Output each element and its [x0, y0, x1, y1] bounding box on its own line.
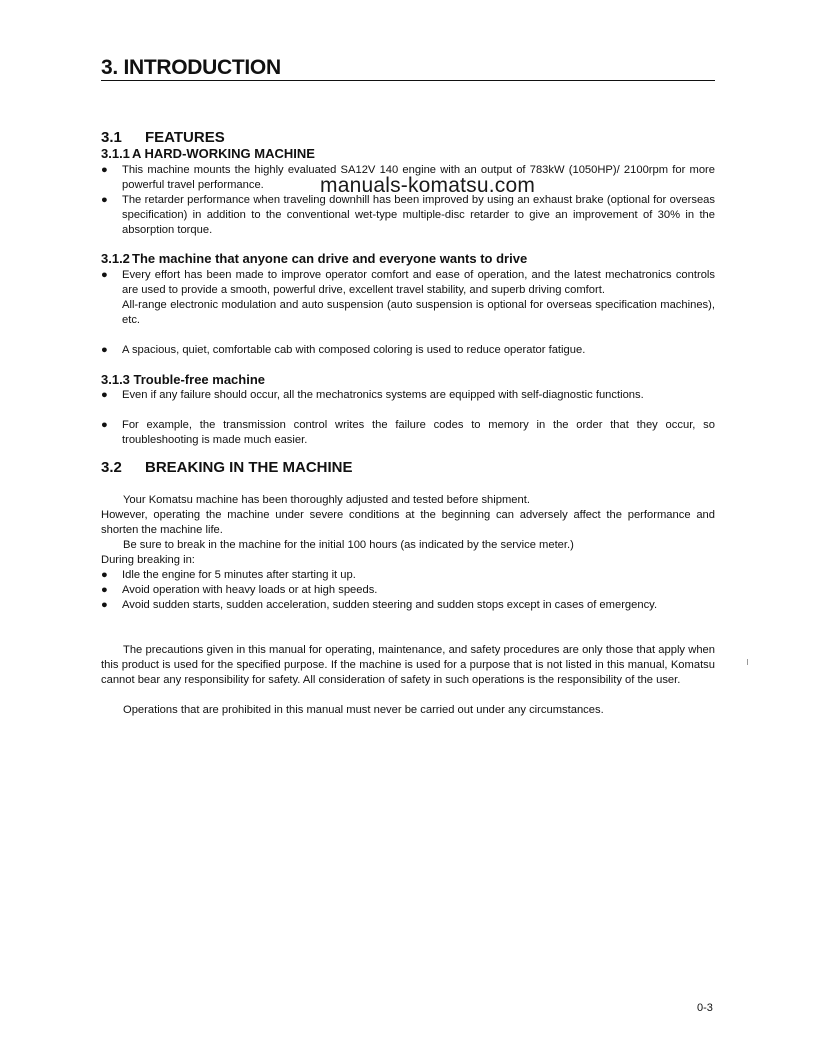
bullet-icon: ●	[101, 569, 108, 581]
paragraph: Operations that are prohibited in this manual must never be carried out under any circumstances.	[123, 704, 604, 716]
margin-mark	[747, 659, 748, 665]
section-title: BREAKING IN THE MACHINE	[145, 459, 353, 476]
subsection-title: A HARD-WORKING MACHINE	[132, 146, 315, 161]
subsection-title: The machine that anyone can drive and everyone wants to drive	[132, 251, 528, 266]
list-item-text: Every effort has been made to improve operator comfort and ease of operation, and the latest mechatronics controls are used to provide a smooth, powerful drive, excellent travel stability, and superb driving comfort.	[122, 269, 715, 296]
watermark: manuals-komatsu.com	[320, 174, 536, 197]
page-number: 0-3	[697, 1002, 713, 1014]
list-item	[101, 268, 715, 328]
section-title: FEATURES	[145, 129, 225, 146]
list-item	[101, 583, 715, 598]
subsection-heading-3-1-1	[101, 146, 315, 161]
subsection-heading-3-1-3: 3.1.3 Trouble-free machine	[101, 372, 266, 387]
bullet-icon: ●	[101, 194, 108, 206]
paragraph: Your Komatsu machine has been thoroughly adjusted and tested before shipment.	[123, 494, 530, 506]
list-item-text: Even if any failure should occur, all the mechatronics systems are equipped with self-diagnostic functions.	[122, 389, 644, 401]
list-item-text: Avoid sudden starts, sudden acceleration, sudden steering and sudden stops except in cases of emergency.	[122, 599, 658, 611]
list-item	[101, 343, 715, 358]
subsection-number: 3.1.2	[101, 251, 130, 266]
bullet-icon: ●	[101, 419, 108, 431]
list-item-text: For example, the transmission control writes the failure codes to memory in the order that they occur, so troubleshooting is made much easier.	[122, 419, 715, 446]
list-item-text: Avoid operation with heavy loads or at high speeds.	[122, 584, 378, 596]
paragraph: Be sure to break in the machine for the initial 100 hours (as indicated by the service meter.)	[123, 539, 574, 551]
list-item-continuation: All-range electronic modulation and auto suspension (auto suspension is optional for overseas specification machines), etc.	[122, 299, 715, 326]
list-item-text: A spacious, quiet, comfortable cab with composed coloring is used to reduce operator fatigue.	[122, 344, 586, 356]
bullet-icon: ●	[101, 584, 108, 596]
section-number: 3.1	[101, 129, 122, 146]
bullet-icon: ●	[101, 344, 108, 356]
list-item	[101, 568, 715, 583]
list-item-text: Idle the engine for 5 minutes after starting it up.	[122, 569, 356, 581]
paragraph: The precautions given in this manual for operating, maintenance, and safety procedures are only those that apply when this product is used for the specified purpose. If the machine is used for a purpose that is not listed in this manual, Komatsu cannot bear any responsibility for safety. All consideration of safety in such operations is the responsibility of the user.	[101, 644, 715, 686]
chapter-title: 3. INTRODUCTION	[101, 56, 281, 79]
paragraph: During breaking in:	[101, 554, 195, 566]
list-item-text: This machine mounts the highly evaluated SA12V 140 engine with an output of 783kW (1050HP)/ 2100rpm for more powerful travel performance.	[122, 164, 715, 191]
section-heading-breaking-in	[101, 459, 353, 476]
list-item	[101, 388, 715, 403]
list-item-text: The retarder performance when traveling downhill has been improved by using an exhaust brake (optional for overseas specification) in addition to the conventional wet-type multiple-disc retarder to give an improvement of 30% in the absorption torque.	[122, 194, 715, 236]
subsection-heading-3-1-2	[101, 251, 527, 266]
bullet-icon: ●	[101, 599, 108, 611]
paragraph: However, operating the machine under severe conditions at the beginning can adversely affect the performance and shorten the machine life.	[101, 509, 715, 536]
bullet-icon: ●	[101, 389, 108, 401]
chapter-rule	[101, 80, 715, 81]
section-number: 3.2	[101, 459, 122, 476]
list-item	[101, 598, 715, 613]
section-heading-features	[101, 129, 225, 146]
list-item	[101, 193, 715, 238]
subsection-number: 3.1.1	[101, 146, 130, 161]
bullet-icon: ●	[101, 269, 108, 281]
bullet-icon: ●	[101, 164, 108, 176]
list-item	[101, 418, 715, 448]
